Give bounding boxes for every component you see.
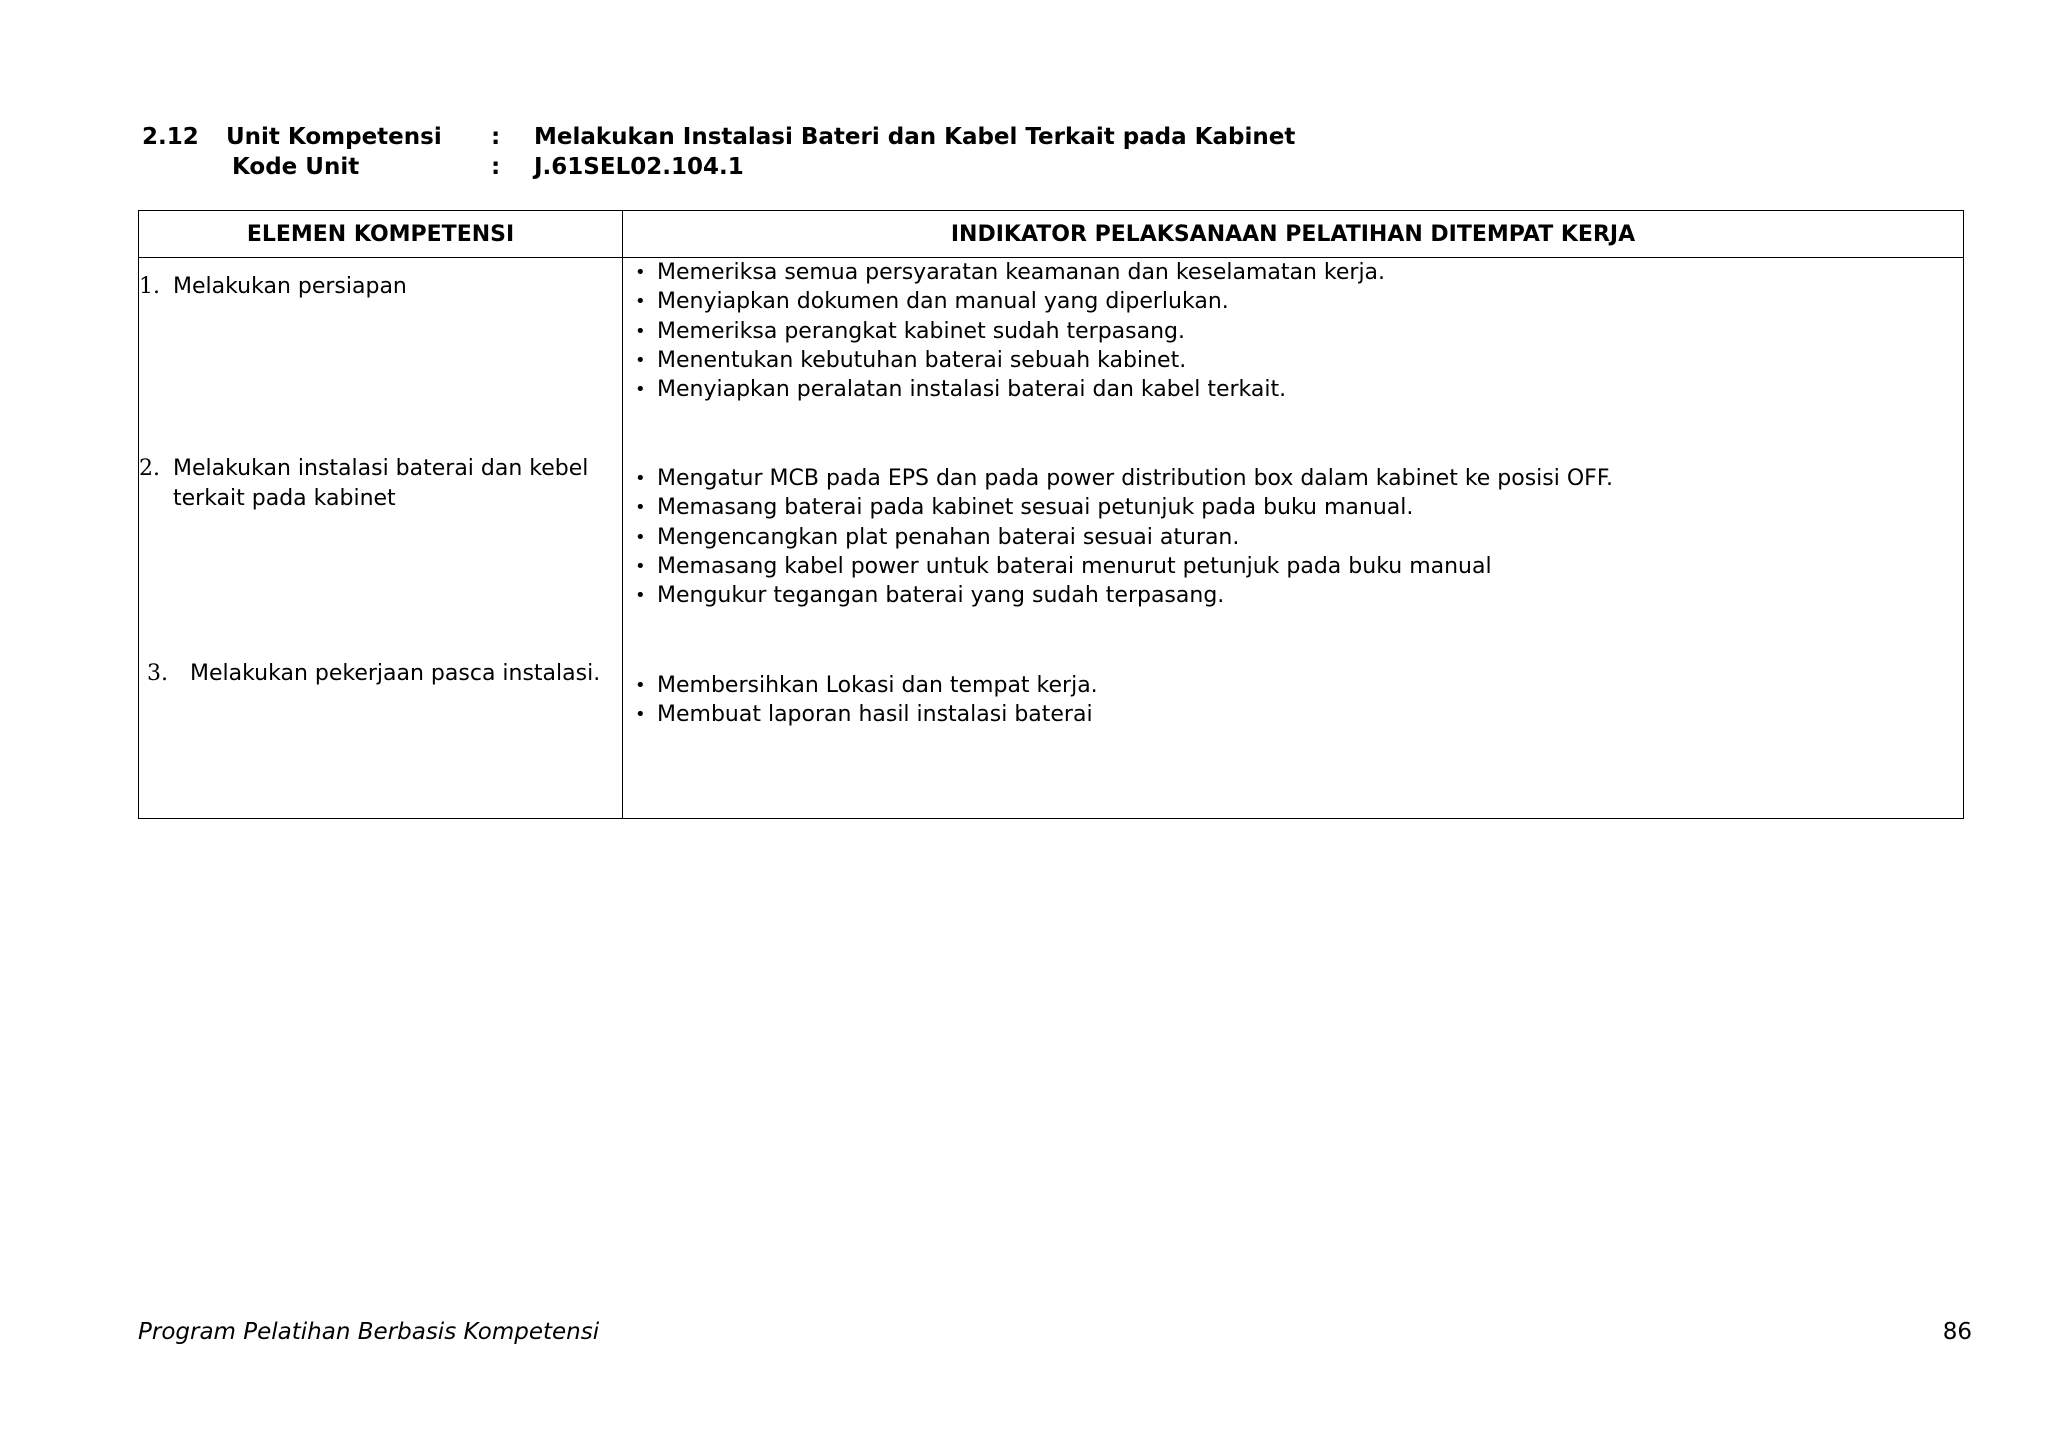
unit-code: J.61SEL02.104.1	[534, 154, 744, 180]
footer-program-title: Program Pelatihan Berbasis Kompetensi	[138, 1319, 600, 1345]
bullet-icon: •	[635, 585, 646, 607]
element-number: 2.	[139, 456, 160, 481]
list-item: • Memasang baterai pada kabinet sesuai petunjuk pada buku manual.	[623, 493, 1963, 522]
list-item: • Mengencangkan plat penahan baterai sesuai aturan.	[623, 523, 1963, 552]
list-item: • Memeriksa semua persyaratan keamanan dan keselamatan kerja.	[623, 258, 1963, 287]
list-item: • Membuat laporan hasil instalasi baterai	[623, 700, 1963, 729]
bullet-icon: •	[635, 320, 646, 342]
element-text: Melakukan persiapan	[173, 274, 407, 299]
unit-colon: :	[491, 124, 501, 150]
list-item: • Memeriksa perangkat kabinet sudah terpasang.	[623, 317, 1963, 346]
code-label: Kode Unit	[232, 154, 360, 180]
indicator-group-2	[623, 464, 1963, 610]
element-text: Melakukan instalasi baterai dan kebel	[173, 456, 589, 481]
unit-label: Unit Kompetensi	[226, 124, 442, 150]
element-text: terkait pada kabinet	[173, 486, 396, 511]
table-header-row	[139, 211, 1964, 258]
indicator-group-3	[623, 671, 1963, 730]
competency-table	[138, 210, 1964, 819]
bullet-icon: •	[635, 468, 646, 489]
indicators-cell	[623, 258, 1964, 819]
bullet-icon: •	[635, 704, 646, 726]
list-item: • Menentukan kebutuhan baterai sebuah kabinet.	[623, 346, 1963, 375]
bullet-icon: •	[635, 526, 646, 548]
element-text: Melakukan pekerjaan pasca instalasi.	[190, 661, 601, 686]
element-number: 1.	[139, 274, 160, 299]
header-elemen-kompetensi: ELEMEN KOMPETENSI	[139, 211, 623, 258]
list-item: • Menyiapkan dokumen dan manual yang diperlukan.	[623, 287, 1963, 316]
section-number: 2.12	[142, 124, 199, 150]
bullet-icon: •	[635, 379, 646, 401]
list-item: • Mengatur MCB pada EPS dan pada power distribution box dalam kabinet ke posisi OFF.	[623, 464, 1963, 493]
code-colon: :	[491, 154, 501, 180]
indicator-group-1	[623, 258, 1963, 404]
list-item: • Membersihkan Lokasi dan tempat kerja.	[623, 671, 1963, 700]
bullet-icon: •	[635, 497, 646, 519]
bullet-icon: •	[635, 291, 646, 313]
bullet-icon: •	[635, 555, 646, 577]
list-item: • Memasang kabel power untuk baterai menurut petunjuk pada buku manual	[623, 552, 1963, 581]
bullet-icon: •	[635, 349, 646, 371]
header-indikator: INDIKATOR PELAKSANAAN PELATIHAN DITEMPAT KERJA	[623, 211, 1964, 258]
table-row	[139, 258, 1964, 819]
element-number: 3.	[147, 661, 168, 686]
bullet-icon: •	[635, 675, 646, 696]
list-item: • Menyiapkan peralatan instalasi baterai dan kabel terkait.	[623, 375, 1963, 404]
elements-cell	[139, 258, 623, 819]
list-item: • Mengukur tegangan baterai yang sudah terpasang.	[623, 581, 1963, 610]
unit-title: Melakukan Instalasi Bateri dan Kabel Terkait pada Kabinet	[534, 124, 1296, 150]
bullet-icon: •	[635, 262, 646, 283]
page-number: 86	[1942, 1319, 1972, 1345]
